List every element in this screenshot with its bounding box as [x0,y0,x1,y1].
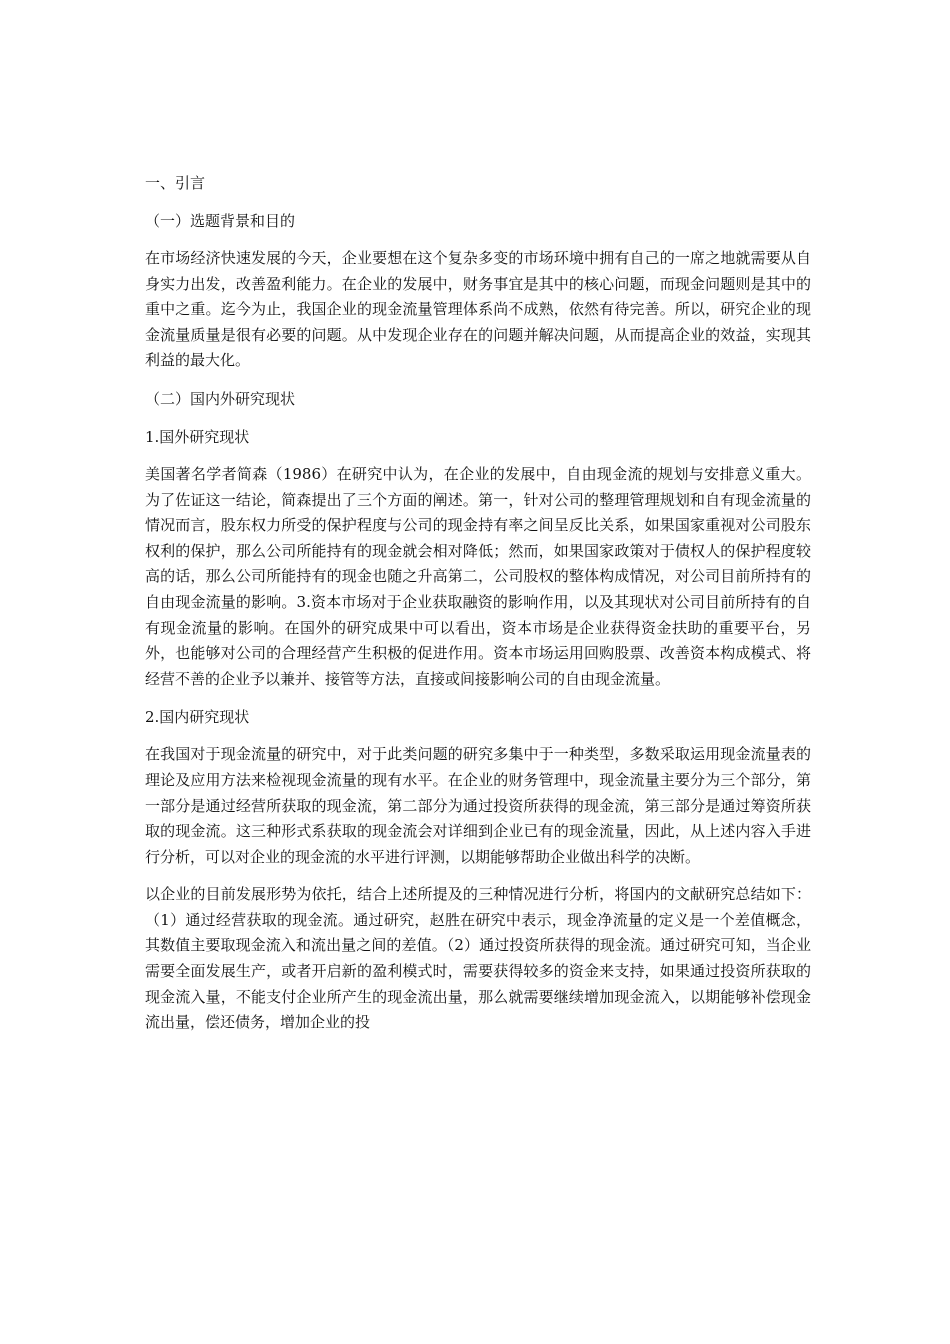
paragraph-domestic-research: 在我国对于现金流量的研究中，对于此类问题的研究多集中于一种类型，多数采取运用现金流量表的理论及应用方法来检视现金流量的现有水平。在企业的财务管理中，现金流量主要分为三个部分，第一部分是通过经营所获取的现金流，第二部分为通过投资所获得的现金流，第三部分是通过筹资所获取的现金流。这三种形式系获取的现金流会对详细到企业已有的现金流量，因此，从上述内容入手进行分析，可以对企业的现金流的水平进行评测，以期能够帮助企业做出科学的决断。 [145,745,811,866]
paragraph-domestic-summary: 以企业的目前发展形势为依托，结合上述所提及的三种情况进行分析，将国内的文献研究总结如下：（1）通过经营获取的现金流。通过研究，赵胜在研究中表示，现金净流量的定义是一个差值概念，其数值主要取现金流入和流出量之间的差值。（2）通过投资所获得的现金流。通过研究可知，当企业需要全面发展生产，或者开启新的盈利模式时，需要获得较多的资金来支持，如果通过投资所获取的现金流入量，不能支付企业所产生的现金流出量，那么就需要继续增加现金流入，以期能够补偿现金流出量，偿还债务，增加企业的投 [145,885,811,1032]
paragraph-foreign-research: 美国著名学者简森（1986）在研究中认为，在企业的发展中，自由现金流的规划与安排意义重大。为了佐证这一结论，简森提出了三个方面的阐述。第一，针对公司的整理管理规划和自有现金流量的情况而言，股东权力所受的保护程度与公司的现金持有率之间呈反比关系，如果国家重视对公司股东权利的保护，那么公司所能持有的现金就会相对降低；然而，如果国家政策对于债权人的保护程度较高的话，那么公司所能持有的现金也随之升高第二，公司股权的整体构成情况，对公司目前所持有的自由现金流量的影响。3.资本市场对于企业获取融资的影响作用，以及其现状对公司目前所持有的自有现金流量的影响。在国外的研究成果中可以看出，资本市场是企业获得资金扶助的重要平台，另外，也能够对公司的合理经营产生积极的促进作用。资本市场运用回购股票、改善资本构成模式、将经营不善的企业予以兼并、接管等方法，直接或间接影响公司的自由现金流量。 [145,464,811,688]
subsection-heading-background: （一）选题背景和目的 [145,212,296,230]
document-body [145,170,811,1048]
heading-domestic-research: 2.国内研究现状 [145,708,250,727]
section-heading-introduction: 一、引言 [145,174,206,192]
paragraph-background: 在市场经济快速发展的今天，企业要想在这个复杂多变的市场环境中拥有自己的一席之地就需要从自身实力出发，改善盈利能力。在企业的发展中，财务事宜是其中的核心问题，而现金问题则是其中的重中之重。迄今为止，我国企业的现金流量管理体系尚不成熟，依然有待完善。所以，研究企业的现金流量质量是很有必要的问题。从中发现企业存在的问题并解决问题，从而提高企业的效益，实现其利益的最大化。 [145,249,811,370]
heading-foreign-research: 1.国外研究现状 [145,427,250,446]
subsection-heading-research-status: （二）国内外研究现状 [145,389,296,408]
